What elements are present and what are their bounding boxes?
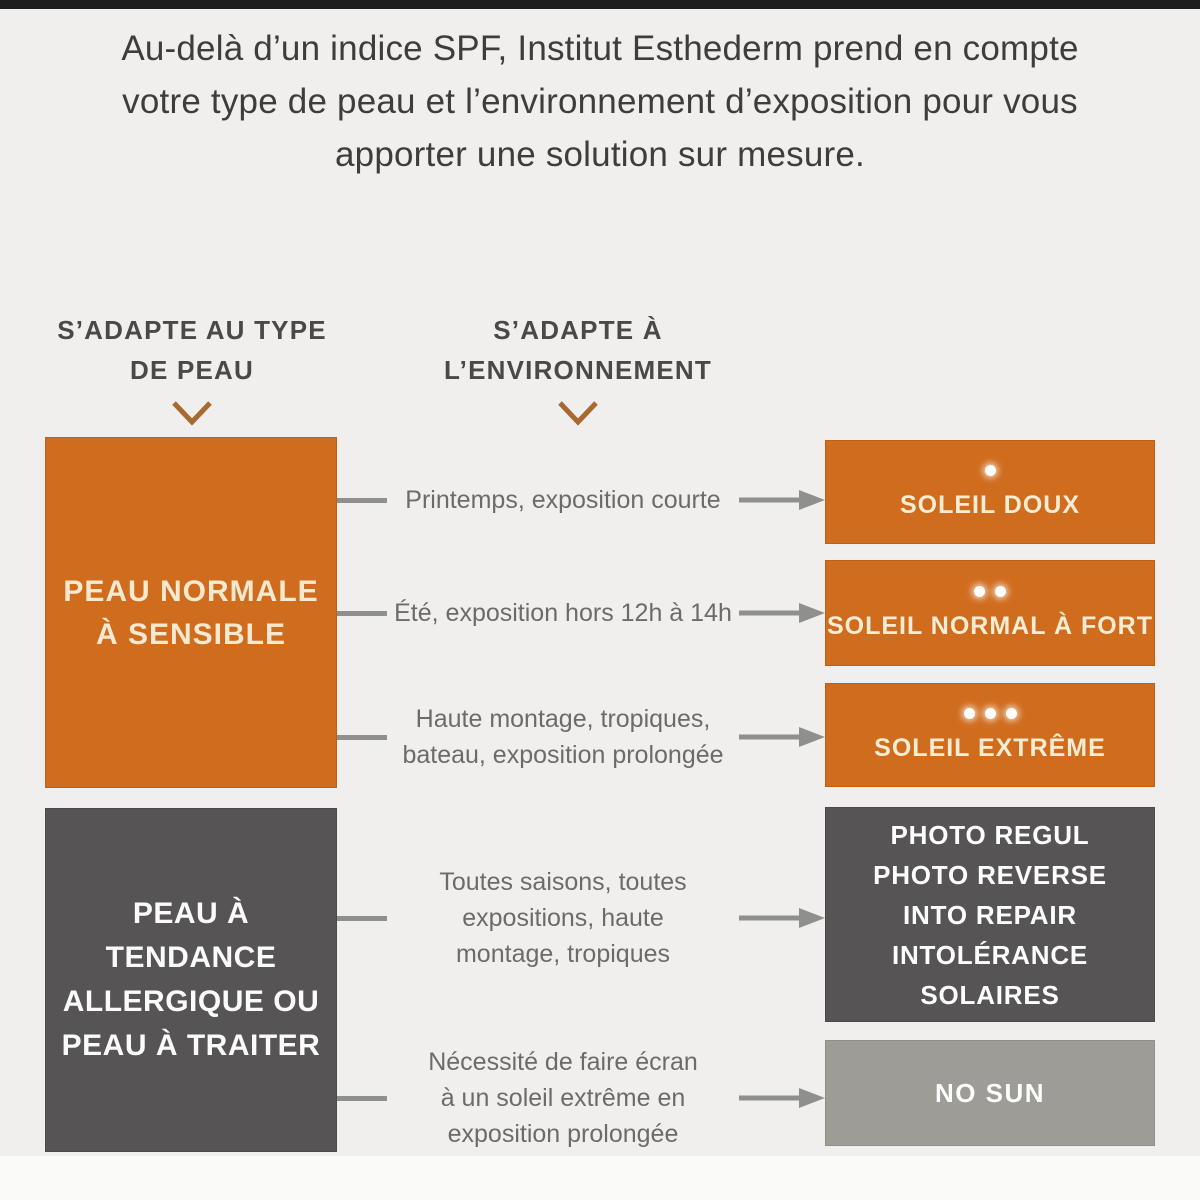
page-title-line: Au-delà d’un indice SPF, Institut Esthederm prend en compte	[121, 29, 1079, 68]
sun-dot-icon	[1006, 708, 1017, 719]
connection-label-line: Printemps, exposition courte	[405, 486, 721, 514]
connection-label-line: exposition prolongée	[447, 1120, 679, 1148]
connection-row-printemps	[337, 482, 825, 518]
column-header-line: DE PEAU	[130, 355, 254, 385]
connection-label	[387, 864, 739, 972]
column-header-line: S’ADAPTE AU TYPE	[57, 315, 327, 345]
connection-row-toutes-saisons	[337, 864, 825, 972]
solution-box-label: SOLEIL EXTRÊME	[874, 733, 1106, 762]
connection-row-ete	[337, 595, 825, 631]
connector-line	[337, 498, 387, 503]
solution-box-label-line: PHOTO REVERSE	[873, 859, 1107, 890]
chevron-down-icon	[170, 399, 214, 427]
connection-label-line: expositions, haute	[462, 904, 664, 932]
sun-dot-icon	[974, 586, 985, 597]
solution-box-photo-products	[825, 807, 1155, 1022]
connector-line	[337, 735, 387, 740]
flow-arrow-icon	[739, 724, 825, 750]
sun-dot-icon	[985, 465, 996, 476]
connector-line	[337, 611, 387, 616]
connection-label-line: Nécessité de faire écran	[428, 1048, 698, 1076]
sun-intensity-dots-icon	[959, 708, 1022, 720]
flow-arrow-icon	[739, 600, 825, 626]
solution-box-label-line: INTO REPAIR	[903, 899, 1077, 930]
page-title-line: apporter une solution sur mesure.	[335, 135, 865, 174]
solution-box-label: NO SUN	[934, 1077, 1046, 1108]
page-title-line: votre type de peau et l’environnement d’exposition pour vous	[122, 82, 1078, 121]
connection-label	[387, 1044, 739, 1152]
column-header-environment	[428, 310, 728, 390]
sun-dot-icon	[985, 708, 996, 719]
solution-box-label: SOLEIL DOUX	[899, 490, 1080, 519]
connector-line	[337, 1096, 387, 1101]
sun-intensity-dots-icon	[980, 465, 1001, 477]
sun-dot-icon	[995, 586, 1006, 597]
column-header-line: L’ENVIRONNEMENT	[444, 355, 712, 385]
connection-label-line: Été, exposition hors 12h à 14h	[394, 599, 732, 627]
solution-box-soleil-normal-fort	[825, 560, 1155, 666]
solution-box-soleil-doux	[825, 440, 1155, 544]
solution-box-label-line: PHOTO REGUL	[890, 819, 1090, 850]
skin-box-label-line: À SENSIBLE	[95, 617, 287, 651]
skin-box-normale-sensible	[45, 437, 337, 788]
top-border-bar	[0, 0, 1200, 9]
skin-box-label-line: PEAU NORMALE	[63, 574, 319, 608]
connection-label-line: à un soleil extrême en	[440, 1084, 686, 1112]
connection-row-necessite-ecran	[337, 1044, 825, 1152]
sun-dot-icon	[964, 708, 975, 719]
solution-box-soleil-extreme	[825, 683, 1155, 787]
connector-line	[337, 916, 387, 921]
connection-label	[387, 482, 739, 518]
page-title	[0, 22, 1200, 181]
skin-box-label-line: ALLERGIQUE OU	[62, 985, 320, 1018]
connection-row-haute-montage	[337, 701, 825, 773]
connection-label	[387, 595, 739, 631]
column-header-line: S’ADAPTE À	[493, 315, 663, 345]
flow-arrow-icon	[739, 1085, 825, 1111]
skin-box-allergique-traiter	[45, 808, 337, 1152]
flow-arrow-icon	[739, 487, 825, 513]
solution-box-label: SOLEIL NORMAL À FORT	[826, 611, 1154, 640]
connection-label-line: montage, tropiques	[455, 940, 671, 968]
connection-label	[387, 701, 739, 773]
column-header-skin-type	[42, 310, 342, 390]
bottom-margin-strip	[0, 1156, 1200, 1200]
solution-box-no-sun	[825, 1040, 1155, 1146]
chevron-down-icon	[556, 399, 600, 427]
skin-box-label-line: PEAU À TENDANCE	[105, 897, 277, 974]
connection-label-line: bateau, exposition prolongée	[402, 741, 724, 769]
solution-box-label-line: INTOLÉRANCE SOLAIRES	[891, 939, 1089, 1010]
connection-label-line: Toutes saisons, toutes	[439, 868, 687, 896]
flow-arrow-icon	[739, 905, 825, 931]
skin-box-label-line: PEAU À TRAITER	[61, 1029, 321, 1062]
connection-label-line: Haute montage, tropiques,	[415, 705, 711, 733]
sun-intensity-dots-icon	[969, 586, 1011, 598]
